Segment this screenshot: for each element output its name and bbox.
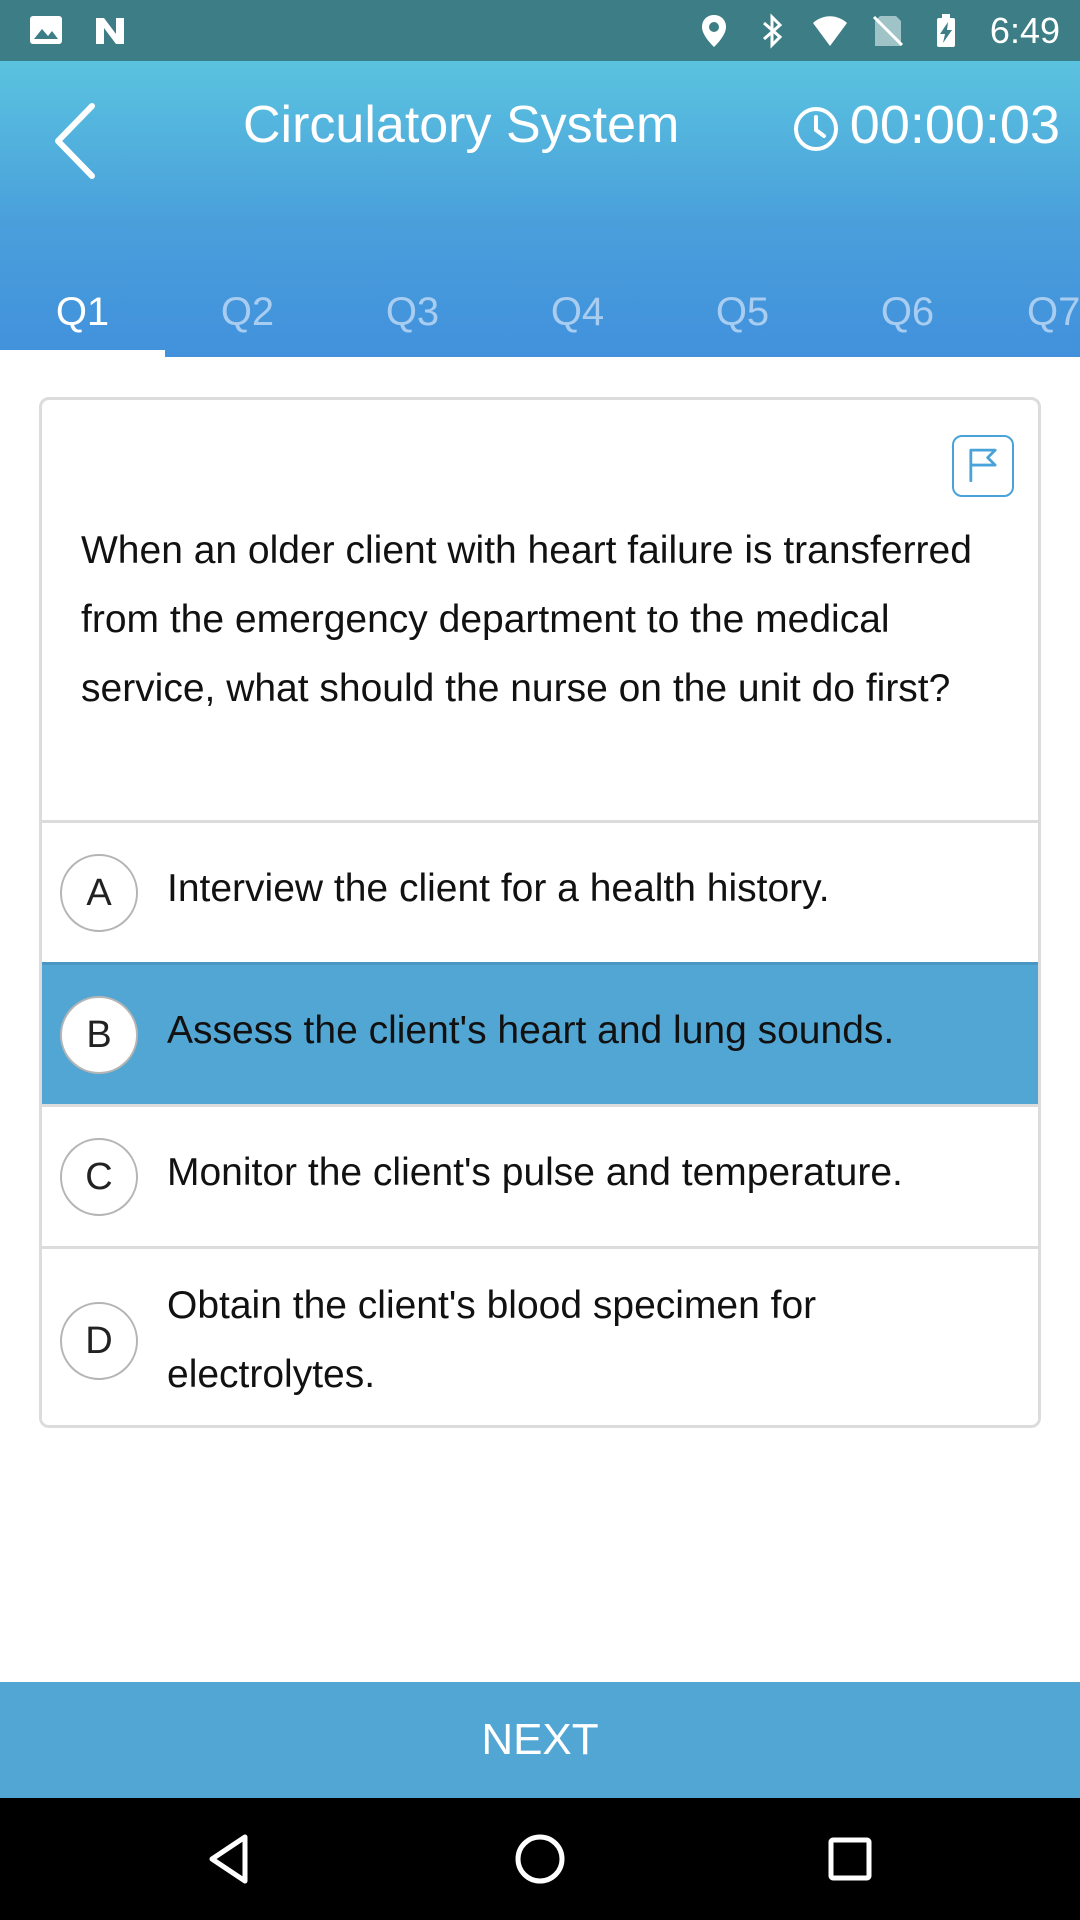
option-c-letter: C (60, 1138, 138, 1216)
status-time: 6:49 (989, 9, 1060, 51)
option-d[interactable] (42, 1246, 1038, 1428)
app-header (0, 61, 1080, 357)
option-c-text: Monitor the client's pulse and temperature. (167, 1151, 903, 1194)
tab-q1[interactable]: Q1 (55, 290, 110, 334)
n-app-icon (92, 12, 128, 48)
quiz-timer (792, 95, 1060, 155)
tab-q2[interactable]: Q2 (220, 290, 275, 334)
option-a[interactable] (42, 820, 1038, 962)
option-c[interactable] (42, 1104, 1038, 1246)
system-nav-bar (0, 1798, 1080, 1920)
bluetooth-icon (754, 13, 790, 49)
clock-icon (792, 105, 840, 153)
tab-q6[interactable]: Q6 (880, 290, 935, 334)
active-tab-indicator (0, 350, 165, 357)
option-a-text: Interview the client for a health history. (167, 867, 830, 910)
no-sim-icon (870, 13, 906, 49)
option-a-letter: A (60, 854, 138, 932)
tab-q4[interactable]: Q4 (550, 290, 605, 334)
tab-q3[interactable]: Q3 (385, 290, 440, 334)
tab-q5[interactable]: Q5 (715, 290, 770, 334)
status-bar (0, 0, 1080, 61)
back-triangle-icon[interactable] (200, 1829, 260, 1889)
tab-q7-label: Q7 (1027, 290, 1080, 334)
tab-q7[interactable] (1027, 281, 1080, 357)
question-card (39, 397, 1041, 1428)
image-icon (28, 12, 64, 48)
next-button[interactable]: NEXT (0, 1682, 1080, 1798)
option-d-letter: D (60, 1302, 138, 1380)
question-text: When an older client with heart failure is transferred from the emergency department to the medical service, what should the nurse on the unit do first? (81, 529, 972, 710)
recents-square-icon[interactable] (820, 1829, 880, 1889)
wifi-icon (812, 13, 848, 49)
option-b-text: Assess the client's heart and lung sounds. (167, 1009, 895, 1052)
option-b[interactable] (42, 962, 1038, 1104)
battery-charging-icon (928, 13, 964, 49)
home-circle-icon[interactable] (510, 1829, 570, 1889)
timer-value: 00:00:03 (849, 95, 1060, 155)
option-d-text: Obtain the client's blood specimen for electrolytes. (167, 1284, 817, 1396)
question-tabs (0, 281, 1080, 357)
option-b-letter: B (60, 996, 138, 1074)
page-title: Circulatory System (243, 96, 680, 154)
back-chevron-icon[interactable] (46, 96, 106, 186)
location-icon (696, 13, 732, 49)
flag-icon[interactable] (952, 435, 1014, 497)
